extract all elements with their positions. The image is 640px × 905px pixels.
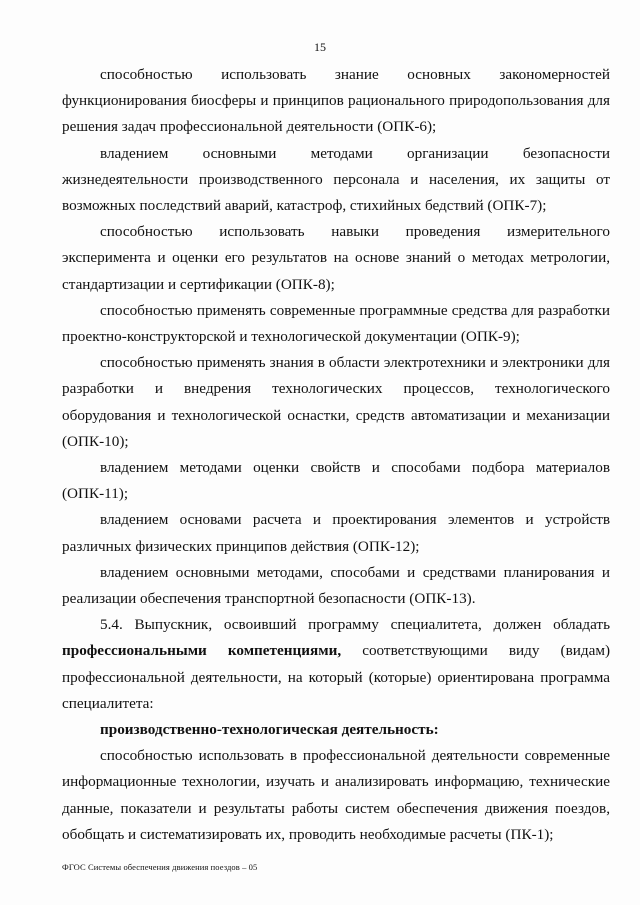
paragraph-pk-1: способностью использовать в профессиональной деятельности современные информационные технологии, изучать и анализировать информацию, технические данные, показатели и результаты работы систем обеспечения движения поездов, обобщать и систематизировать их, проводить необходимые расчеты (ПК-1); xyxy=(62,747,610,843)
paragraph-opk-8: способностью использовать навыки проведения измерительного эксперимента и оценки его результатов на основе знаний о методах метрологии, стандартизации и сертификации (ОПК-8); xyxy=(62,223,610,293)
paragraph-opk-13: владением основными методами, способами и средствами планирования и реализации обеспечения транспортной безопасности (ОПК-13). xyxy=(62,563,610,608)
paragraph-section-5-4 xyxy=(62,612,610,717)
section-5-4-rest: соответствующими виду (видам) профессиональной деятельности, на который (которые) ориентирована программа специалитета: xyxy=(62,642,611,712)
section-5-4-lead: 5.4. Выпускник, освоивший программу специалитета, должен обладать xyxy=(100,616,610,634)
paragraph-opk-6: способностью использовать знание основных закономерностей функционирования биосферы и принципов рационального природопользования для решения задач профессиональной деятельности (ОПК-6); xyxy=(62,66,610,136)
paragraph-opk-11: владением методами оценки свойств и способами подбора материалов (ОПК-11); xyxy=(62,459,610,503)
paragraph-opk-9: способностью применять современные программные средства для разработки проектно-конструкторской и технологической документации (ОПК-9); xyxy=(62,301,610,346)
activity-heading: производственно-технологическая деятельность: xyxy=(100,721,439,739)
document-body xyxy=(62,62,610,848)
section-5-4-bold-term: профессиональными компетенциями, xyxy=(62,642,342,660)
page-footer: ФГОС Системы обеспечения движения поездов – 05 xyxy=(62,862,258,872)
paragraph-opk-12: владением основами расчета и проектирования элементов и устройств различных физических принципов действия (ОПК-12); xyxy=(62,511,610,555)
paragraph-opk-10: способностью применять знания в области электротехники и электроники для разработки и внедрения технологических процессов, технологического оборудования и технологической оснастки, средств автоматизации и механизации (ОПК-10); xyxy=(62,354,610,450)
page-number: 15 xyxy=(314,40,326,54)
paragraph-opk-7: владением основными методами организации безопасности жизнедеятельности производственного персонала и населения, их защиты от возможных последствий аварий, катастроф, стихийных бедствий (ОПК-7); xyxy=(62,144,610,215)
